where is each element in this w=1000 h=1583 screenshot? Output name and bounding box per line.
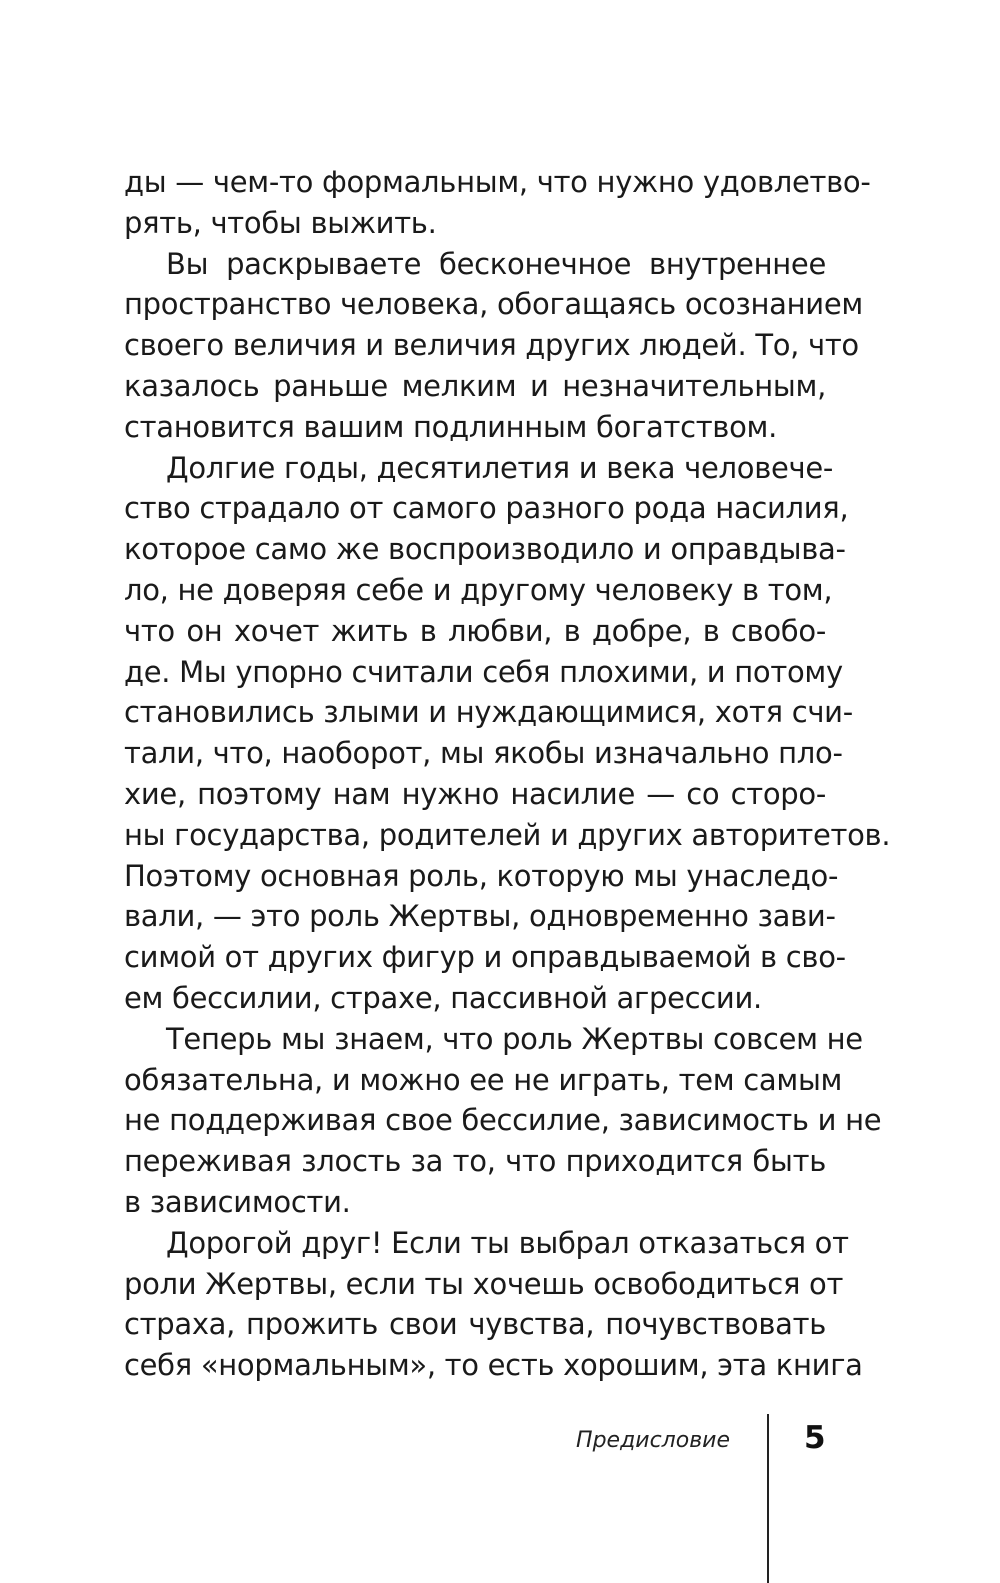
text-line: что он хочет жить в любви, в добре, в свобо-: [124, 613, 826, 648]
text-line: пространство человека, обогащаясь осознанием: [124, 287, 863, 322]
text-line: казалось раньше мелким и незначительным,: [124, 368, 826, 403]
text-line: становились злыми и нуждающимися, хотя счи-: [124, 695, 853, 730]
text-line: ды — чем-то формальным, что нужно удовлетво-: [124, 165, 871, 199]
text-line: Дорогой друг! Если ты выбрал отказаться от: [166, 1225, 849, 1260]
text-line: не поддерживая свое бессилие, зависимость и не: [124, 1103, 882, 1138]
text-line: симой от других фигур и оправдываемой в сво-: [124, 940, 846, 975]
running-footer-section-title: Предисловие: [576, 1428, 730, 1453]
text-line: Теперь мы знаем, что роль Жертвы совсем не: [166, 1021, 863, 1056]
text-line: страха, прожить свои чувства, почувствовать: [124, 1307, 826, 1342]
text-line: переживая злость за то, что приходится быть: [124, 1144, 826, 1179]
text-line: себя «нормальным», то есть хорошим, эта книга: [124, 1348, 863, 1383]
text-line: которое само же воспроизводило и оправдыва-: [124, 532, 846, 567]
text-line: становится вашим подлинным богатством.: [124, 409, 778, 444]
text-line: ем бессилии, страхе, пассивной агрессии.: [124, 980, 762, 1015]
footer-divider: [767, 1414, 769, 1583]
text-line: ны государства, родителей и других авторитетов.: [124, 817, 891, 852]
body-text: [124, 162, 891, 1386]
text-line: ло, не доверяя себе и другому человеку в том,: [124, 572, 833, 607]
text-line: ство страдало от самого разного рода насилия,: [124, 491, 849, 526]
text-line: хие, поэтому нам нужно насилие — со сторо-: [124, 776, 826, 811]
text-line: Поэтому основная роль, которую мы унаследо-: [124, 858, 839, 893]
text-line: рять, чтобы выжить.: [124, 205, 437, 240]
text-line: обязательна, и можно ее не играть, тем самым: [124, 1062, 843, 1097]
text-line: Долгие годы, десятилетия и века человече-: [166, 450, 834, 485]
text-line: в зависимости.: [124, 1184, 351, 1219]
text-line: своего величия и величия других людей. То, что: [124, 328, 859, 363]
text-line: вали, — это роль Жертвы, одновременно зави-: [124, 899, 836, 934]
text-line: роли Жертвы, если ты хочешь освободиться от: [124, 1266, 844, 1301]
page-number: 5: [804, 1420, 826, 1456]
text-line: де. Мы упорно считали себя плохими, и потому: [124, 654, 843, 689]
text-line: тали, что, наоборот, мы якобы изначально пло-: [124, 736, 843, 771]
text-line: Вы раскрываете бесконечное внутреннее: [166, 246, 826, 281]
